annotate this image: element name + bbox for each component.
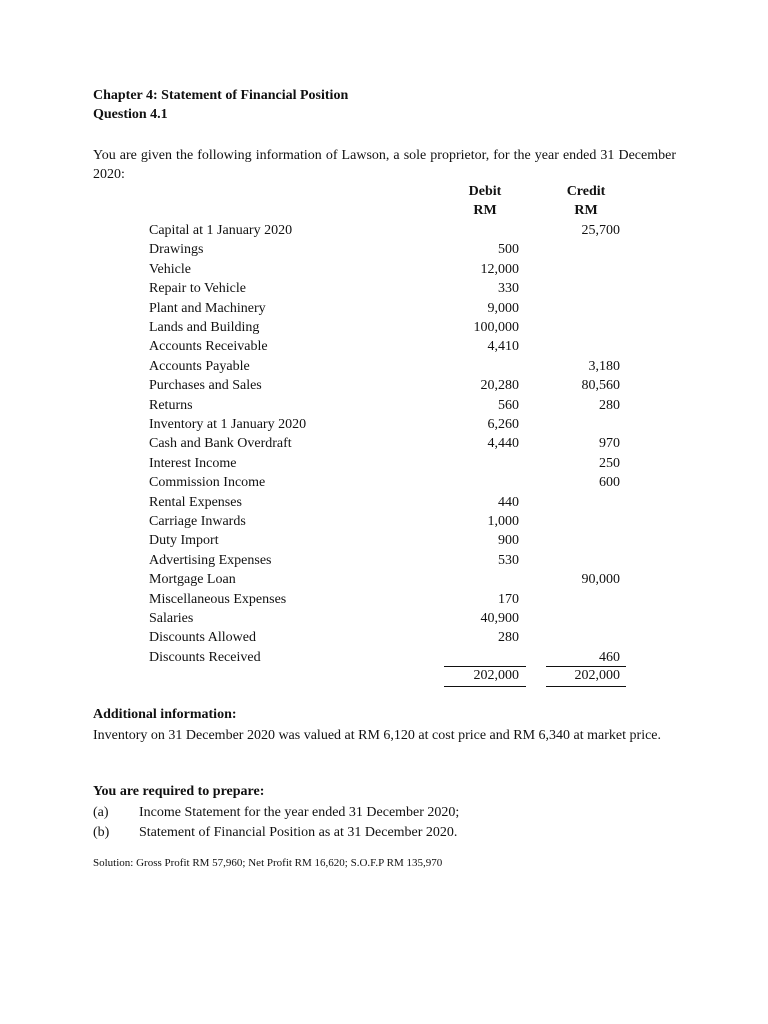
- question-title: Question 4.1: [93, 107, 168, 122]
- account-label: Drawings: [149, 242, 204, 257]
- account-label: Discounts Allowed: [149, 630, 256, 645]
- intro-paragraph: You are given the following information of Lawson, a sole proprietor, for the year ended 31 December 2020:: [93, 148, 676, 182]
- credit-amount: 90,000: [581, 572, 620, 587]
- solution-note: Solution: Gross Profit RM 57,960; Net Profit RM 16,620; S.O.F.P RM 135,970: [93, 857, 443, 869]
- debit-total: 202,000: [473, 668, 519, 683]
- debit-amount: 900: [498, 533, 519, 548]
- debit-amount: 12,000: [480, 262, 519, 277]
- account-label: Accounts Receivable: [149, 339, 268, 354]
- account-label: Commission Income: [149, 475, 266, 490]
- account-label: Advertising Expenses: [149, 553, 272, 568]
- debit-amount: 100,000: [473, 320, 519, 335]
- additional-info-text: Inventory on 31 December 2020 was valued at RM 6,120 at cost price and RM 6,340 at market price.: [93, 728, 662, 743]
- debit-total-rule-bottom: [444, 686, 526, 687]
- debit-amount: 560: [498, 398, 519, 413]
- account-label: Repair to Vehicle: [149, 281, 246, 296]
- account-label: Lands and Building: [149, 320, 260, 335]
- account-label: Mortgage Loan: [149, 572, 236, 587]
- account-label: Salaries: [149, 611, 194, 626]
- account-label: Returns: [149, 398, 193, 413]
- credit-amount: 250: [599, 456, 620, 471]
- debit-amount: 4,410: [487, 339, 519, 354]
- credit-amount: 280: [599, 398, 620, 413]
- account-label: Discounts Received: [149, 650, 261, 665]
- debit-amount: 280: [498, 630, 519, 645]
- account-label: Interest Income: [149, 456, 237, 471]
- account-label: Inventory at 1 January 2020: [149, 417, 307, 432]
- credit-amount: 970: [599, 436, 620, 451]
- account-label: Plant and Machinery: [149, 301, 266, 316]
- account-label: Duty Import: [149, 533, 219, 548]
- debit-amount: 6,260: [487, 417, 519, 432]
- chapter-title: Chapter 4: Statement of Financial Position: [93, 88, 349, 103]
- account-label: Miscellaneous Expenses: [149, 592, 287, 607]
- account-label: Rental Expenses: [149, 495, 242, 510]
- debit-amount: 530: [498, 553, 519, 568]
- debit-amount: 440: [498, 495, 519, 510]
- required-heading: You are required to prepare:: [93, 784, 265, 799]
- credit-total-rule-bottom: [546, 686, 626, 687]
- debit-amount: 20,280: [480, 378, 519, 393]
- credit-total-rule-top: [546, 666, 626, 667]
- debit-amount: 4,440: [487, 436, 519, 451]
- credit-unit-header: RM: [574, 203, 598, 218]
- account-label: Capital at 1 January 2020: [149, 223, 293, 238]
- account-label: Carriage Inwards: [149, 514, 246, 529]
- debit-amount: 1,000: [487, 514, 519, 529]
- credit-column-header: Credit: [566, 184, 606, 199]
- debit-unit-header: RM: [473, 203, 497, 218]
- debit-amount: 330: [498, 281, 519, 296]
- account-label: Vehicle: [149, 262, 191, 277]
- debit-amount: 500: [498, 242, 519, 257]
- credit-total: 202,000: [574, 668, 620, 683]
- debit-amount: 40,900: [480, 611, 519, 626]
- debit-column-header: Debit: [468, 184, 502, 199]
- credit-amount: 3,180: [588, 359, 620, 374]
- credit-amount: 460: [599, 650, 620, 665]
- credit-amount: 600: [599, 475, 620, 490]
- account-label: Purchases and Sales: [149, 378, 262, 393]
- additional-info-heading: Additional information:: [93, 707, 237, 722]
- required-item-a-marker: (a): [93, 805, 109, 820]
- required-item-b-text: Statement of Financial Position as at 31 December 2020.: [139, 825, 458, 840]
- required-item-b-marker: (b): [93, 825, 110, 840]
- credit-amount: 25,700: [581, 223, 620, 238]
- debit-amount: 9,000: [487, 301, 519, 316]
- required-item-a-text: Income Statement for the year ended 31 December 2020;: [139, 805, 460, 820]
- account-label: Cash and Bank Overdraft: [149, 436, 292, 451]
- credit-amount: 80,560: [581, 378, 620, 393]
- debit-amount: 170: [498, 592, 519, 607]
- account-label: Accounts Payable: [149, 359, 250, 374]
- debit-total-rule-top: [444, 666, 526, 667]
